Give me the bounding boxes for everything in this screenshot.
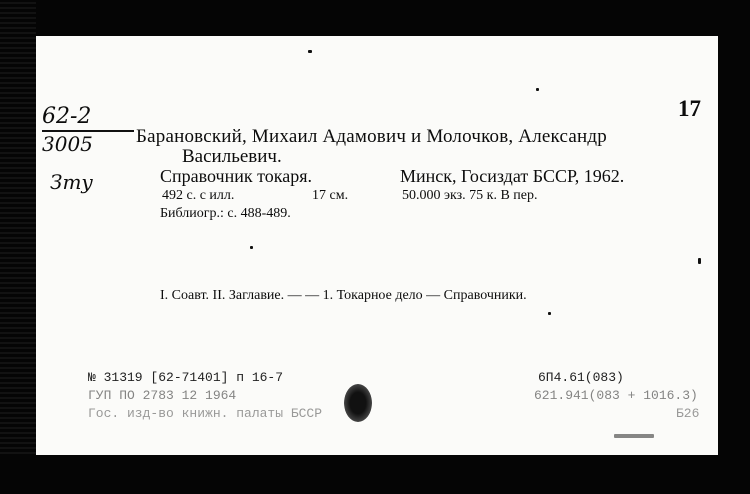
scan-noise <box>0 0 36 494</box>
catalog-card <box>36 36 718 455</box>
scan-speck <box>614 434 654 438</box>
bibliography-note: Библиогр.: с. 488-489. <box>160 206 291 221</box>
author-line: Барановский, Михаил Адамович и Молочков, Александр <box>136 126 607 147</box>
author-line-continued: Васильевич. <box>182 146 282 167</box>
scan-speck <box>308 50 312 53</box>
imprint: Минск, Госиздат БССР, 1962. <box>400 166 625 186</box>
handwritten-shelfmark-top: 62-2 <box>42 104 92 129</box>
scan-speck <box>698 258 701 264</box>
scan-speck <box>536 88 539 91</box>
card-punch-hole <box>344 384 372 422</box>
scan-border-top <box>0 0 750 36</box>
footer-left-line-3: Гос. изд-во книжн. палаты БССР <box>88 406 323 421</box>
footer-right-line-3: Б26 <box>676 406 700 421</box>
footer-right-line-2: 621.941(083 + 1016.3) <box>534 388 698 403</box>
card-number: 17 <box>678 96 701 121</box>
handwritten-shelfmark-bottom: 3005 <box>42 132 93 156</box>
book-title: Справочник токаря. <box>160 166 312 186</box>
book-size: 17 см. <box>312 188 349 203</box>
physical-description: 492 с. с илл. <box>162 188 235 203</box>
footer-left-line-1: № 31319 [62-71401] п 16-7 <box>88 370 284 385</box>
footer-right-line-1: 6П4.61(083) <box>538 370 624 385</box>
scan-border-bottom <box>0 455 750 494</box>
scan-speck <box>250 246 253 249</box>
print-run-price: 50.000 экз. 75 к. В пер. <box>402 188 538 203</box>
handwritten-mark: Зту <box>50 170 94 194</box>
scan-speck <box>548 312 551 315</box>
tracings: I. Соавт. II. Заглавие. — — 1. Токарное дело — Справочники. <box>160 288 527 303</box>
scan-border-right <box>718 0 750 494</box>
footer-left-line-2: ГУП ПО 2783 12 1964 <box>88 388 237 403</box>
